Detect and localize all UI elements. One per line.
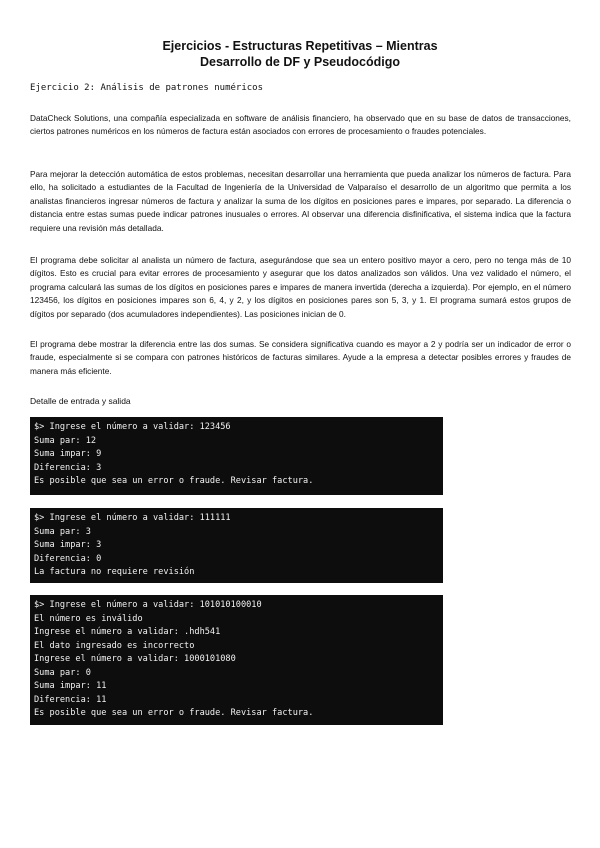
terminal-example-1 <box>30 417 443 495</box>
terminal-line: Es posible que sea un error o fraude. Revisar factura. <box>34 708 314 718</box>
terminal-example-3 <box>30 595 443 725</box>
terminal-line: El número es inválido <box>34 613 143 624</box>
terminal-line: Ingrese el número a validar: .hdh541 <box>34 627 221 637</box>
terminal-line: $> Ingrese el número a validar: 123456 <box>34 422 231 432</box>
terminal-line: $> Ingrese el número a validar: 101010100010 <box>34 600 262 610</box>
terminal-line: Es posible que sea un error o fraude. Revisar factura. <box>34 476 314 486</box>
terminal-example-2 <box>30 508 443 583</box>
terminal-line: Diferencia: 3 <box>34 462 102 473</box>
terminal-line: Suma impar: 11 <box>34 681 107 691</box>
terminal-line: El dato ingresado es incorrecto <box>34 640 195 651</box>
terminal-line: Ingrese el número a validar: 1000101080 <box>34 654 236 664</box>
terminal-line: Suma impar: 3 <box>34 540 102 550</box>
terminal-line: Suma par: 0 <box>34 667 91 678</box>
terminal-line: Suma par: 3 <box>34 526 91 537</box>
terminal-line: Suma par: 12 <box>34 435 97 446</box>
terminal-line: La factura no requiere revisión <box>34 567 195 577</box>
io-section-label: Detalle de entrada y salida <box>30 396 131 406</box>
terminal-line: Suma impar: 9 <box>34 449 102 459</box>
paragraph-requirements: El programa debe solicitar al analista un número de factura, asegurándose que sea un entero positivo mayor a cero, pero no tenga más de 10 dígitos. Esto es crucial para evitar errores de procesamiento y asegurar que los datos analizados son válidos. Una vez validado el número, el programa calculará las sumas de los dígitos en posiciones pares e impares de manera invertida (derecha a izquierda). Por ejemplo, en el número 123456, los dígitos en posiciones impares son 6, 4, y 2, y los dígitos en posiciones pares son 5, 3, y 1. El programa sumará estos grupos de dígitos por separado (dos acumuladores independientes). Las posiciones inician de 0. <box>30 255 571 319</box>
terminal-line: $> Ingrese el número a validar: 111111 <box>34 513 231 523</box>
terminal-line: Diferencia: 0 <box>34 553 102 564</box>
paragraph-output: El programa debe mostrar la diferencia entre las dos sumas. Se considera significativa cuando es mayor a 2 y podría ser un indicador de error o fraude, especialmente si se compara con patrones históricos de facturas similares. Ayude a la empresa a detectar posibles errores y fraudes de manera más eficiente. <box>30 339 571 376</box>
paragraph-context: Para mejorar la detección automática de estos problemas, necesitan desarrollar una herramienta que pueda analizar los números de factura. Para ello, ha solicitado a estudiantes de la Facultad de Ingeniería de la Universidad de Valparaíso el desarrollo de un algoritmo que permita a los analistas financieros ingresar números de factura y analizar la suma de los dígitos en posiciones pares e impares, por separado. La diferencia o distancia entre estas sumas puede indicar patrones inusuales o errores. Al observar una diferencia disfinificativa, el sistema indica que la factura requiere una revisión más detallada. <box>30 169 571 233</box>
exercise-heading: Ejercicio 2: Análisis de patrones numéricos <box>30 83 263 93</box>
document-subtitle: Desarrollo de DF y Pseudocódigo <box>199 55 401 69</box>
terminal-line: Diferencia: 11 <box>34 694 107 705</box>
document-title: Ejercicios - Estructuras Repetitivas – Mientras <box>162 39 438 53</box>
paragraph-intro: DataCheck Solutions, una compañía especializada en software de análisis financiero, ha observado que en su base de datos de transacciones, ciertos patrones numéricos en los números de factura están asociados con errores de procesamiento o fraudes potenciales. <box>30 113 571 137</box>
